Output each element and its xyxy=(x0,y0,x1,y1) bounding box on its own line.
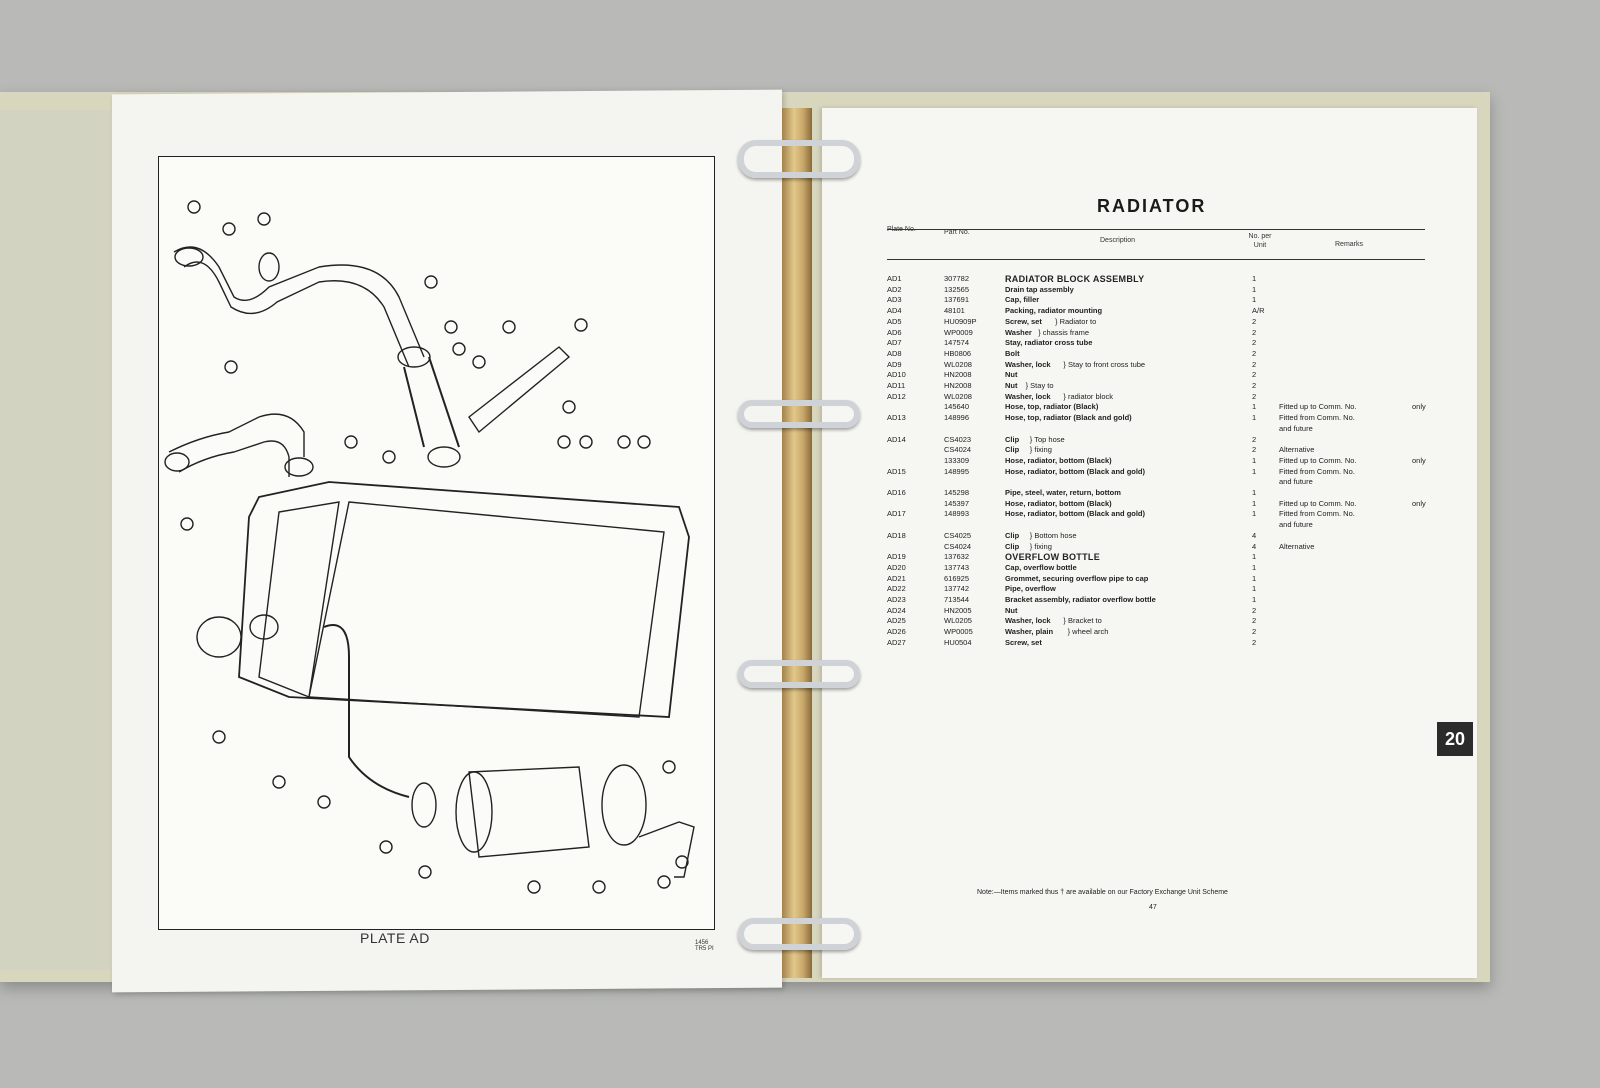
description-cell: Hose, radiator, bottom (Black) xyxy=(1005,498,1112,508)
plate-code: 1456 TR5 PI xyxy=(695,940,714,952)
qty-cell: 1 xyxy=(1252,488,1257,497)
table-header-bottom-rule xyxy=(887,259,1425,260)
part-no-cell: 137691 xyxy=(944,295,970,305)
remarks-cell: Fitted up to Comm. No. xyxy=(1279,498,1357,508)
description-cell: Screw, set xyxy=(1005,316,1042,326)
plate-no-cell: AD8 xyxy=(887,348,902,358)
part-no-cell: 147574 xyxy=(944,338,970,348)
plate-no-cell: AD11 xyxy=(887,381,906,390)
plate-no-cell: AD12 xyxy=(887,391,906,401)
plate-no-cell: AD10 xyxy=(887,370,906,380)
plate-no-cell: AD27 xyxy=(887,637,906,647)
part-no-cell: 145640 xyxy=(944,402,970,412)
description-note: } Stay to xyxy=(1025,381,1054,390)
qty-cell: 2 xyxy=(1252,434,1257,444)
plate-no-cell: AD15 xyxy=(887,466,906,476)
description-cell: Nut xyxy=(1005,605,1018,615)
part-no-cell: CS4023 xyxy=(944,434,972,444)
qty-cell: 1 xyxy=(1252,295,1257,305)
header-no-per-unit: No. per Unit xyxy=(1248,233,1272,249)
part-no-cell: HN2008 xyxy=(944,381,972,390)
plate-no-cell: AD25 xyxy=(887,616,906,626)
description-note: } Bracket to xyxy=(1063,616,1102,626)
description-cell: Bolt xyxy=(1005,348,1020,358)
part-no-cell: 616925 xyxy=(944,573,970,583)
plate-caption: PLATE AD xyxy=(360,930,430,946)
remarks-only-cell: only xyxy=(1412,498,1426,508)
remarks-cell: and future xyxy=(1279,477,1313,487)
description-cell: Washer, lock xyxy=(1005,616,1051,626)
qty-cell: 2 xyxy=(1252,316,1257,326)
qty-cell: 2 xyxy=(1252,338,1257,348)
qty-cell: 1 xyxy=(1252,466,1257,476)
qty-cell: 4 xyxy=(1252,541,1257,551)
plate-no-cell: AD26 xyxy=(887,627,906,637)
qty-cell: 1 xyxy=(1252,284,1257,294)
description-cell: Screw, set xyxy=(1005,637,1042,647)
description-cell: Cap, filler xyxy=(1005,295,1040,305)
qty-cell: 1 xyxy=(1252,498,1257,508)
description-cell: Stay, radiator cross tube xyxy=(1005,338,1093,348)
description-cell: Hose, radiator, bottom (Black and gold) xyxy=(1005,466,1146,476)
plate-no-cell: AD6 xyxy=(887,327,902,337)
description-note: } Radiator to xyxy=(1055,316,1097,326)
callout-circles xyxy=(181,201,688,893)
plate-no-cell: AD22 xyxy=(887,584,906,594)
remarks-cell: Fitted from Comm. No. xyxy=(1279,413,1355,423)
plate-no-cell: AD20 xyxy=(887,562,906,572)
part-no-cell: 713544 xyxy=(944,595,970,604)
plate-no-cell: AD2 xyxy=(887,284,902,294)
part-no-cell: WP0005 xyxy=(944,627,973,637)
description-cell: Pipe, overflow xyxy=(1005,584,1056,594)
top-hose-shape xyxy=(174,247,424,357)
part-no-cell: HB0806 xyxy=(944,348,972,358)
description-cell: Hose, top, radiator (Black) xyxy=(1005,402,1099,412)
radiator-exploded-diagram xyxy=(159,157,714,929)
qty-cell: 2 xyxy=(1252,627,1257,637)
plate-no-cell: AD24 xyxy=(887,605,906,615)
description-note: } fixing xyxy=(1029,541,1052,551)
remarks-only-cell: only xyxy=(1412,455,1426,465)
section-tab: 20 xyxy=(1437,722,1473,756)
binder-ring-4 xyxy=(738,918,860,950)
qty-cell: 2 xyxy=(1252,359,1257,369)
plate-no-cell: AD14 xyxy=(887,434,906,444)
description-note: } radiator block xyxy=(1063,391,1114,401)
description-note: } wheel arch xyxy=(1067,627,1109,637)
qty-cell: 1 xyxy=(1252,402,1257,412)
binder-ring-1 xyxy=(738,140,860,178)
description-cell: Clip xyxy=(1005,530,1020,540)
plate-no-cell: AD21 xyxy=(887,573,906,583)
plate-no-cell: AD9 xyxy=(887,359,902,369)
plate-no-cell: AD1 xyxy=(887,274,902,283)
part-no-cell: WP0009 xyxy=(944,327,973,337)
plate-no-cell: AD5 xyxy=(887,316,902,326)
part-no-cell: WL0208 xyxy=(944,391,972,401)
plate-no-cell: AD19 xyxy=(887,552,906,562)
part-no-cell: 137632 xyxy=(944,552,970,562)
remarks-cell: Alternative xyxy=(1279,445,1315,455)
part-no-cell: HN2008 xyxy=(944,370,972,380)
plate-no-cell: AD18 xyxy=(887,530,906,540)
description-note: } chassis frame xyxy=(1038,327,1090,337)
binder-ring-3 xyxy=(738,660,860,688)
description-cell: RADIATOR BLOCK ASSEMBLY xyxy=(1005,274,1145,284)
part-no-cell: 145298 xyxy=(944,488,970,497)
part-no-cell: HU0504 xyxy=(944,637,972,647)
binder-ring-2 xyxy=(738,400,860,428)
qty-cell: 2 xyxy=(1252,327,1257,337)
part-no-cell: 133309 xyxy=(944,455,970,465)
part-no-cell: 132565 xyxy=(944,284,970,294)
description-cell: Washer, lock xyxy=(1005,391,1051,401)
part-no-cell: CS4025 xyxy=(944,530,972,540)
part-no-cell: 137743 xyxy=(944,562,970,572)
description-cell: Washer, plain xyxy=(1005,627,1054,637)
description-cell: Grommet, securing overflow pipe to cap xyxy=(1005,573,1149,583)
qty-cell: 2 xyxy=(1252,616,1257,626)
part-no-cell: 148995 xyxy=(944,466,970,476)
description-cell: Drain tap assembly xyxy=(1005,284,1074,294)
remarks-cell: Fitted from Comm. No. xyxy=(1279,509,1355,519)
remarks-cell: Fitted up to Comm. No. xyxy=(1279,455,1357,465)
plate-no-cell: AD3 xyxy=(887,295,902,305)
part-no-cell: WL0208 xyxy=(944,359,972,369)
qty-cell: 1 xyxy=(1252,413,1257,423)
qty-cell: 2 xyxy=(1252,605,1257,615)
section-title: RADIATOR xyxy=(1097,196,1207,216)
description-cell: OVERFLOW BOTTLE xyxy=(1005,552,1100,563)
header-plate-no: Plate No. xyxy=(887,226,916,233)
part-no-cell: 148996 xyxy=(944,413,970,423)
description-cell: Pipe, steel, water, return, bottom xyxy=(1005,488,1121,497)
qty-cell: 2 xyxy=(1252,445,1257,455)
remarks-cell: Alternative xyxy=(1279,541,1315,551)
part-no-cell: CS4024 xyxy=(944,541,972,551)
remarks-cell: Fitted from Comm. No. xyxy=(1279,466,1355,476)
qty-cell: 1 xyxy=(1252,584,1257,594)
page-number: 47 xyxy=(1149,904,1157,911)
description-cell: Hose, top, radiator (Black and gold) xyxy=(1005,413,1132,423)
description-cell: Cap, overflow bottle xyxy=(1005,562,1077,572)
plate-no-cell: AD13 xyxy=(887,413,906,423)
qty-cell: 2 xyxy=(1252,391,1257,401)
part-no-cell: WL0205 xyxy=(944,616,972,626)
right-page xyxy=(822,108,1477,978)
exploded-diagram-frame xyxy=(158,156,715,930)
description-note: } Top hose xyxy=(1029,434,1065,444)
qty-cell: 1 xyxy=(1252,455,1257,465)
qty-cell: 1 xyxy=(1252,274,1257,283)
description-note: } Stay to front cross tube xyxy=(1063,359,1146,369)
part-no-cell: 137742 xyxy=(944,584,970,594)
binder-inner-left xyxy=(0,110,110,970)
header-part-no: Part No. xyxy=(944,229,970,236)
description-cell: Nut xyxy=(1005,370,1018,380)
qty-cell: 1 xyxy=(1252,562,1257,572)
plate-no-cell: AD16 xyxy=(887,488,906,497)
description-cell: Clip xyxy=(1005,445,1020,455)
plate-no-cell: AD4 xyxy=(887,306,902,316)
qty-cell: A/R xyxy=(1252,306,1265,316)
remarks-cell: and future xyxy=(1279,520,1313,530)
description-cell: Packing, radiator mounting xyxy=(1005,306,1103,316)
description-cell: Hose, radiator, bottom (Black) xyxy=(1005,455,1112,465)
part-no-cell: HN2005 xyxy=(944,605,972,615)
remarks-cell: and future xyxy=(1279,423,1313,433)
footnote: Note:—Items marked thus † are available on our Factory Exchange Unit Scheme xyxy=(977,889,1228,896)
plate-no-cell: AD23 xyxy=(887,595,906,604)
description-note: } fixing xyxy=(1029,445,1052,455)
qty-cell: 1 xyxy=(1252,573,1257,583)
plate-no-cell: AD17 xyxy=(887,509,906,519)
page-edge-stack xyxy=(782,108,812,978)
part-no-cell: 307782 xyxy=(944,274,970,283)
header-description: Description xyxy=(1100,237,1136,244)
description-cell: Washer xyxy=(1005,327,1032,337)
description-cell: Clip xyxy=(1005,434,1020,444)
remarks-only-cell: only xyxy=(1412,402,1426,412)
description-note: } Bottom hose xyxy=(1029,530,1077,540)
description-cell: Nut xyxy=(1005,381,1018,390)
part-no-cell: HU0909P xyxy=(944,316,977,326)
part-no-cell: 148993 xyxy=(944,509,970,519)
description-cell: Bracket assembly, radiator overflow bottle xyxy=(1005,595,1156,604)
qty-cell: 1 xyxy=(1252,552,1257,562)
qty-cell: 4 xyxy=(1252,530,1257,540)
part-no-cell: 145397 xyxy=(944,498,970,508)
qty-cell: 2 xyxy=(1252,381,1257,390)
part-no-cell: CS4024 xyxy=(944,445,972,455)
part-no-cell: 48101 xyxy=(944,306,965,316)
description-cell: Washer, lock xyxy=(1005,359,1051,369)
qty-cell: 2 xyxy=(1252,637,1257,647)
plate-no-cell: AD7 xyxy=(887,338,902,348)
qty-cell: 1 xyxy=(1252,595,1257,604)
description-cell: Hose, radiator, bottom (Black and gold) xyxy=(1005,509,1146,519)
description-cell: Clip xyxy=(1005,541,1020,551)
header-remarks: Remarks xyxy=(1335,241,1364,248)
remarks-cell: Fitted up to Comm. No. xyxy=(1279,402,1357,412)
qty-cell: 2 xyxy=(1252,348,1257,358)
qty-cell: 2 xyxy=(1252,370,1257,380)
qty-cell: 1 xyxy=(1252,509,1257,519)
